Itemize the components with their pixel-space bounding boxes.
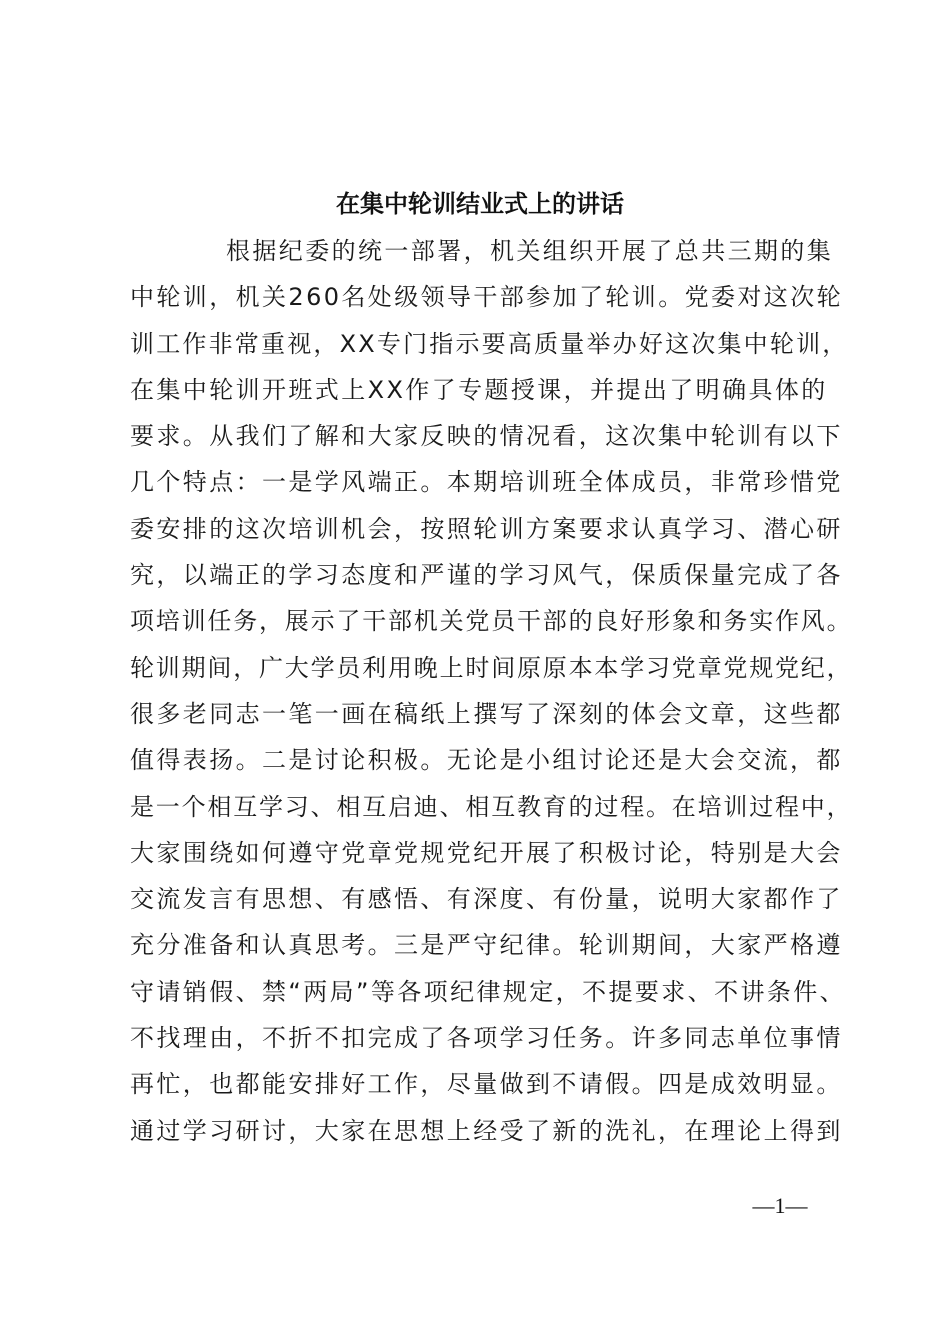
text-line: 不找理由，不折不扣完成了各项学习任务。许多同志单位事情: [130, 1024, 843, 1053]
text-line: 值得表扬。二是讨论积极。无论是小组讨论还是大会交流，都: [130, 746, 843, 775]
text-line: 是一个相互学习、相互启迪、相互教育的过程。在培训过程中，: [130, 792, 853, 821]
text-line: 再忙，也都能安排好工作，尽量做到不请假。四是成效明显。: [130, 1070, 843, 1099]
text-line: 大家围绕如何遵守党章党规党纪开展了积极讨论，特别是大会: [130, 838, 843, 867]
text-line: 交流发言有思想、有感悟、有深度、有份量，说明大家都作了: [130, 885, 843, 914]
text-line: 轮训期间，广大学员利用晚上时间原原本本学习党章党规党纪，: [130, 653, 853, 682]
page-number: —1—: [752, 1193, 808, 1218]
text-line: 训工作非常重视，XX专门指示要高质量举办好这次集中轮训，: [130, 329, 849, 358]
text-line: 在集中轮训开班式上XX作了专题授课，并提出了明确具体的: [130, 375, 828, 404]
text-line: 究，以端正的学习态度和严谨的学习风气，保质保量完成了各: [130, 561, 843, 590]
text-line: 充分准备和认真思考。三是严守纪律。轮训期间，大家严格遵: [130, 931, 843, 960]
text-line: 通过学习研讨，大家在思想上经受了新的洗礼，在理论上得到: [130, 1116, 843, 1145]
body-paragraph: [130, 228, 853, 1154]
text-line: 委安排的这次培训机会，按照轮训方案要求认真学习、潜心研: [130, 514, 843, 543]
text-line: 项培训任务，展示了干部机关党员干部的良好形象和务实作风。: [130, 607, 853, 636]
text-line: 守请销假、禁“两局”等各项纪律规定，不提要求、不讲条件、: [130, 977, 847, 1006]
text-line: 几个特点：一是学风端正。本期培训班全体成员，非常珍惜党: [130, 468, 843, 497]
text-line: 根据纪委的统一部署，机关组织开展了总共三期的集: [226, 237, 834, 265]
text-line: 很多老同志一笔一画在稿纸上撰写了深刻的体会文章，这些都: [130, 699, 843, 728]
document-title: 在集中轮训结业式上的讲话: [336, 189, 624, 218]
text-line: 中轮训，机关260名处级领导干部参加了轮训。党委对这次轮: [130, 283, 844, 312]
text-line: 要求。从我们了解和大家反映的情况看，这次集中轮训有以下: [130, 422, 843, 451]
